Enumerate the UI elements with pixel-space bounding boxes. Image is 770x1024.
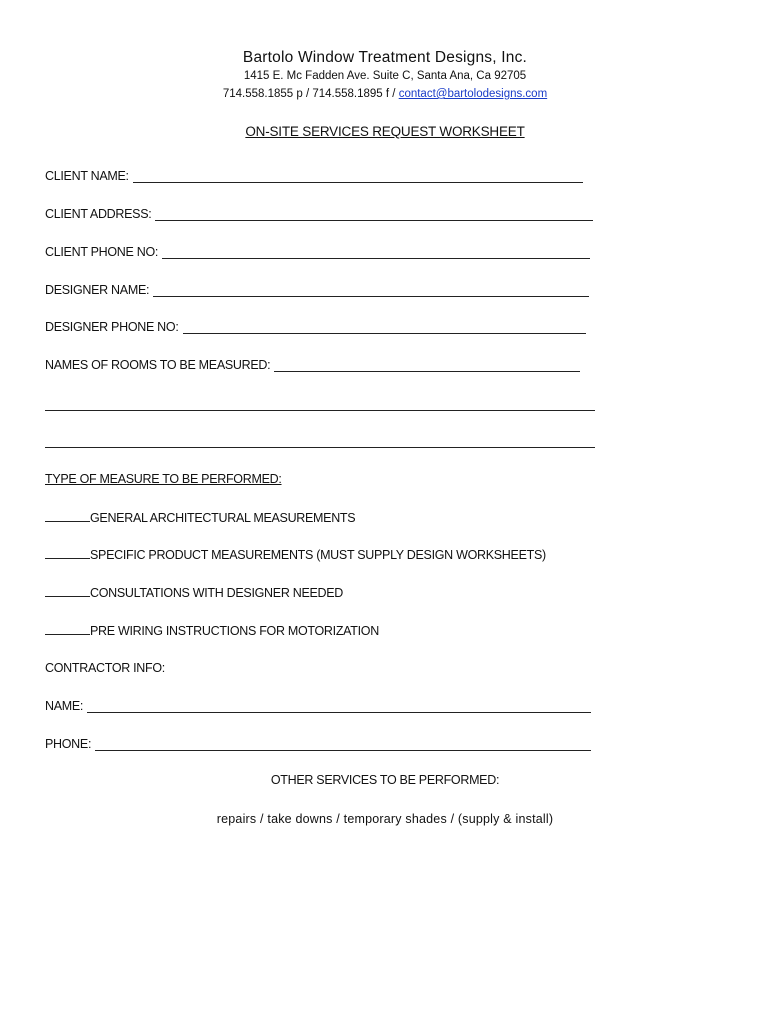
measure-option-consultation-label: CONSULTATIONS WITH DESIGNER NEEDED: [90, 586, 344, 600]
email-link[interactable]: contact@bartolodesigns.com: [398, 88, 548, 100]
client-name-label: CLIENT NAME:: [45, 169, 129, 183]
company-phones: 714.558.1855 p / 714.558.1895 f /: [222, 88, 399, 100]
rooms-input[interactable]: [274, 360, 580, 372]
designer-phone-input[interactable]: [183, 322, 586, 334]
designer-phone-field: [45, 320, 586, 334]
contractor-phone-input[interactable]: [95, 739, 591, 751]
designer-name-input[interactable]: [153, 285, 589, 297]
measure-type-heading: TYPE OF MEASURE TO BE PERFORMED:: [45, 472, 282, 486]
rooms-extra-line-1[interactable]: [45, 409, 595, 411]
client-address-label: CLIENT ADDRESS:: [45, 207, 152, 221]
client-name-field: [45, 169, 583, 183]
client-phone-label: CLIENT PHONE NO:: [45, 245, 159, 259]
client-address-input[interactable]: [155, 209, 593, 221]
contractor-phone-label: PHONE:: [45, 737, 92, 751]
client-address-field: [45, 207, 593, 221]
other-services-heading: OTHER SERVICES TO BE PERFORMED:: [270, 773, 500, 787]
client-phone-field: [45, 245, 590, 259]
designer-name-field: [45, 283, 589, 297]
designer-phone-label: DESIGNER PHONE NO:: [45, 320, 179, 334]
measure-option-general-label: GENERAL ARCHITECTURAL MEASUREMENTS: [90, 511, 356, 525]
measure-option-prewiring-label: PRE WIRING INSTRUCTIONS FOR MOTORIZATION: [90, 624, 379, 638]
measure-option-general-checkbox[interactable]: [45, 510, 90, 522]
measure-option-consultation-checkbox[interactable]: [45, 585, 90, 597]
contractor-name-field: [45, 699, 591, 713]
contractor-heading: CONTRACTOR INFO:: [45, 661, 165, 675]
designer-name-label: DESIGNER NAME:: [45, 283, 150, 297]
measure-option-prewiring: [45, 623, 379, 638]
client-phone-input[interactable]: [162, 247, 590, 259]
other-services-list: repairs / take downs / temporary shades / (supply & install): [216, 812, 554, 826]
company-contact-line: [0, 88, 770, 100]
contractor-phone-field: [45, 737, 591, 751]
measure-option-consultation: [45, 585, 343, 600]
measure-option-specific: [45, 547, 546, 562]
company-name: Bartolo Window Treatment Designs, Inc.: [242, 49, 528, 66]
measure-option-specific-checkbox[interactable]: [45, 547, 90, 559]
measure-option-specific-label: SPECIFIC PRODUCT MEASUREMENTS (MUST SUPPLY DESIGN WORKSHEETS): [90, 548, 546, 562]
measure-option-general: [45, 510, 355, 525]
contractor-name-input[interactable]: [87, 701, 591, 713]
document-title: ON-SITE SERVICES REQUEST WORKSHEET: [245, 124, 525, 139]
measure-option-prewiring-checkbox[interactable]: [45, 623, 90, 635]
rooms-field: [45, 358, 580, 372]
rooms-extra-line-2[interactable]: [45, 446, 595, 448]
contractor-name-label: NAME:: [45, 699, 84, 713]
client-name-input[interactable]: [133, 171, 583, 183]
rooms-label: NAMES OF ROOMS TO BE MEASURED:: [45, 358, 271, 372]
company-address: 1415 E. Mc Fadden Ave. Suite C, Santa Ana, Ca 92705: [243, 70, 527, 82]
